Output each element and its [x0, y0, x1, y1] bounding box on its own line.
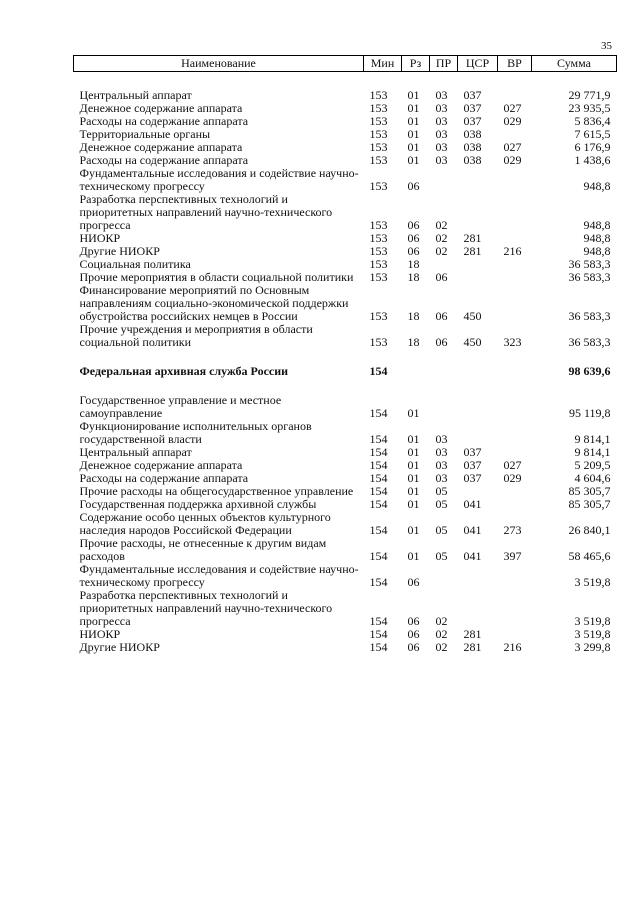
cell-csr: 037 — [463, 471, 482, 485]
cell-name: Прочие расходы, не отнесенные к другим видам расходов — [79, 536, 327, 563]
table-row — [74, 323, 617, 349]
cell-vr: 029 — [503, 153, 522, 167]
cell-vr — [498, 284, 532, 323]
cell-pr: 02 — [435, 231, 448, 245]
cell-vr — [498, 72, 532, 103]
cell-name: НИОКР — [79, 627, 121, 641]
table-row — [74, 420, 617, 446]
cell-sum: 29 771,9 — [568, 88, 611, 102]
cell-pr: 05 — [435, 523, 448, 537]
cell-name: Содержание особо ценных объектов культурного наследия народов Российской Федерации — [79, 510, 331, 537]
cell-sum: 3 519,8 — [574, 627, 611, 641]
cell-pr: 03 — [435, 153, 448, 167]
cell-name: Центральный аппарат — [79, 445, 192, 459]
cell-min: 154 — [369, 497, 388, 511]
table-row — [74, 72, 617, 103]
cell-vr — [498, 365, 532, 378]
cell-vr: 397 — [503, 549, 522, 563]
cell-rz: 18 — [407, 335, 420, 349]
spacer-row — [74, 378, 617, 394]
header-pr: ПР — [430, 56, 458, 72]
cell-name: Расходы на содержание аппарата — [79, 471, 249, 485]
cell-sum: 9 814,1 — [574, 445, 611, 459]
cell-pr: 03 — [435, 471, 448, 485]
cell-min: 154 — [369, 364, 388, 378]
cell-sum: 3 519,8 — [574, 575, 611, 589]
cell-pr — [430, 563, 458, 589]
cell-min: 153 — [369, 335, 388, 349]
cell-pr: 02 — [435, 614, 448, 628]
cell-vr — [498, 485, 532, 498]
header-min: Мин — [364, 56, 402, 72]
cell-rz: 01 — [407, 549, 420, 563]
cell-vr: 216 — [503, 640, 522, 654]
cell-csr: 038 — [463, 127, 482, 141]
cell-sum: 3 299,8 — [574, 640, 611, 654]
cell-rz: 01 — [407, 114, 420, 128]
header-rz: Рз — [402, 56, 430, 72]
table-row — [74, 167, 617, 193]
cell-pr — [430, 365, 458, 378]
cell-name: Федеральная архивная служба России — [79, 364, 289, 378]
cell-csr — [458, 420, 498, 446]
cell-name: Финансирование мероприятий по Основным направлениям социально-экономической поддержки обустройства российских немцев в России — [79, 283, 349, 323]
cell-sum: 3 519,8 — [574, 614, 611, 628]
cell-min: 154 — [369, 575, 388, 589]
table-row — [74, 537, 617, 563]
cell-rz: 18 — [407, 257, 420, 271]
cell-name: Разработка перспективных технологий и приоритетных направлений научно-технического прогресса — [79, 588, 333, 628]
cell-sum: 36 583,3 — [568, 309, 611, 323]
cell-min: 153 — [369, 140, 388, 154]
cell-rz: 01 — [407, 88, 420, 102]
cell-csr: 037 — [463, 101, 482, 115]
cell-pr: 05 — [435, 484, 448, 498]
cell-csr: 037 — [463, 88, 482, 102]
cell-csr — [458, 271, 498, 284]
cell-pr: 03 — [435, 88, 448, 102]
table-row — [74, 511, 617, 537]
cell-min: 153 — [369, 218, 388, 232]
cell-min: 153 — [369, 101, 388, 115]
cell-rz: 01 — [407, 445, 420, 459]
cell-rz: 06 — [407, 231, 420, 245]
cell-vr: 027 — [503, 140, 522, 154]
cell-vr: 029 — [503, 114, 522, 128]
cell-csr: 037 — [463, 445, 482, 459]
cell-csr: 037 — [463, 114, 482, 128]
cell-min: 153 — [369, 179, 388, 193]
cell-sum: 9 814,1 — [574, 432, 611, 446]
cell-sum: 948,8 — [583, 231, 611, 245]
cell-vr: 323 — [503, 335, 522, 349]
cell-min: 154 — [369, 614, 388, 628]
cell-csr: 041 — [463, 497, 482, 511]
cell-rz: 01 — [407, 127, 420, 141]
cell-name: Государственная поддержка архивной службы — [79, 497, 317, 511]
cell-vr: 029 — [503, 471, 522, 485]
cell-min: 154 — [369, 640, 388, 654]
cell-sum: 85 305,7 — [568, 484, 611, 498]
cell-vr — [498, 589, 532, 628]
cell-csr — [458, 167, 498, 193]
cell-min: 153 — [369, 88, 388, 102]
cell-name: Денежное содержание аппарата — [79, 101, 243, 115]
cell-rz: 01 — [407, 101, 420, 115]
cell-rz: 18 — [407, 270, 420, 284]
cell-min: 154 — [369, 458, 388, 472]
cell-rz: 06 — [407, 179, 420, 193]
cell-pr: 03 — [435, 127, 448, 141]
cell-min: 153 — [369, 231, 388, 245]
cell-name: Денежное содержание аппарата — [79, 458, 243, 472]
cell-name: Центральный аппарат — [79, 88, 192, 102]
cell-rz: 01 — [407, 484, 420, 498]
cell-pr: 03 — [435, 432, 448, 446]
cell-sum: 5 209,5 — [574, 458, 611, 472]
cell-pr: 02 — [435, 627, 448, 641]
cell-sum: 23 935,5 — [568, 101, 611, 115]
cell-csr — [458, 258, 498, 271]
cell-pr: 02 — [435, 640, 448, 654]
cell-rz — [402, 365, 430, 378]
cell-vr: 027 — [503, 101, 522, 115]
cell-sum: 26 840,1 — [568, 523, 611, 537]
cell-sum: 58 465,6 — [568, 549, 611, 563]
cell-pr: 06 — [435, 335, 448, 349]
cell-vr — [498, 193, 532, 232]
budget-table — [73, 55, 617, 654]
cell-vr — [498, 563, 532, 589]
page-number: 35 — [601, 40, 612, 52]
cell-min: 153 — [369, 309, 388, 323]
spacer-cell — [74, 349, 617, 365]
cell-pr: 05 — [435, 549, 448, 563]
cell-pr: 03 — [435, 445, 448, 459]
cell-csr: 281 — [463, 231, 482, 245]
cell-min: 154 — [369, 627, 388, 641]
header-name: Наименование — [74, 56, 364, 72]
cell-sum: 98 639,6 — [568, 364, 611, 378]
table-row — [74, 563, 617, 589]
cell-csr: 281 — [463, 244, 482, 258]
cell-sum: 4 604,6 — [574, 471, 611, 485]
header-csr: ЦСР — [458, 56, 498, 72]
spacer-row — [74, 349, 617, 365]
cell-name: Прочие расходы на общегосударственное управление — [79, 484, 354, 498]
cell-name: Расходы на содержание аппарата — [79, 114, 249, 128]
cell-vr — [498, 258, 532, 271]
cell-csr: 281 — [463, 640, 482, 654]
table-row — [74, 284, 617, 323]
cell-csr: 450 — [463, 309, 482, 323]
cell-sum: 7 615,5 — [574, 127, 611, 141]
cell-sum: 948,8 — [583, 244, 611, 258]
cell-vr — [498, 167, 532, 193]
cell-rz: 06 — [407, 575, 420, 589]
cell-pr — [430, 167, 458, 193]
cell-sum: 5 836,4 — [574, 114, 611, 128]
header-vr: ВР — [498, 56, 532, 72]
cell-csr — [458, 563, 498, 589]
cell-vr — [498, 420, 532, 446]
cell-rz: 06 — [407, 614, 420, 628]
cell-sum: 948,8 — [583, 179, 611, 193]
cell-pr: 06 — [435, 270, 448, 284]
table-header — [74, 56, 617, 72]
cell-csr: 038 — [463, 153, 482, 167]
cell-sum: 6 176,9 — [574, 140, 611, 154]
cell-rz: 18 — [407, 309, 420, 323]
cell-csr: 038 — [463, 140, 482, 154]
cell-pr: 03 — [435, 101, 448, 115]
cell-rz: 06 — [407, 244, 420, 258]
table-body — [74, 72, 617, 655]
cell-min: 154 — [369, 432, 388, 446]
cell-rz: 01 — [407, 523, 420, 537]
spacer-cell — [74, 378, 617, 394]
cell-name: Денежное содержание аппарата — [79, 140, 243, 154]
cell-pr — [430, 394, 458, 420]
table-row — [74, 589, 617, 628]
cell-rz: 01 — [407, 140, 420, 154]
table-row — [74, 394, 617, 420]
cell-rz: 01 — [407, 497, 420, 511]
cell-name: Социальная политика — [79, 257, 191, 271]
cell-min: 153 — [369, 153, 388, 167]
cell-rz: 06 — [407, 218, 420, 232]
cell-rz: 06 — [407, 640, 420, 654]
cell-name: Другие НИОКР — [79, 640, 160, 654]
cell-vr — [498, 271, 532, 284]
cell-min: 154 — [369, 471, 388, 485]
cell-min: 154 — [369, 523, 388, 537]
cell-name: Фундаментальные исследования и содействие научно-техническому прогрессу — [79, 562, 359, 589]
cell-min: 154 — [369, 406, 388, 420]
cell-csr: 450 — [463, 335, 482, 349]
cell-rz: 01 — [407, 471, 420, 485]
table-row — [74, 365, 617, 378]
cell-name: НИОКР — [79, 231, 121, 245]
cell-min: 153 — [369, 114, 388, 128]
cell-vr: 216 — [503, 244, 522, 258]
cell-rz: 01 — [407, 406, 420, 420]
cell-sum: 36 583,3 — [568, 335, 611, 349]
cell-pr: 02 — [435, 244, 448, 258]
cell-vr: 273 — [503, 523, 522, 537]
cell-name: Расходы на содержание аппарата — [79, 153, 249, 167]
cell-pr: 03 — [435, 140, 448, 154]
cell-rz: 06 — [407, 627, 420, 641]
cell-csr — [458, 193, 498, 232]
cell-name: Разработка перспективных технологий и приоритетных направлений научно-технического прогресса — [79, 192, 333, 232]
table-row — [74, 641, 617, 654]
cell-min: 154 — [369, 484, 388, 498]
cell-rz: 01 — [407, 432, 420, 446]
cell-pr: 03 — [435, 458, 448, 472]
cell-sum: 36 583,3 — [568, 270, 611, 284]
cell-min: 153 — [369, 244, 388, 258]
cell-vr — [498, 394, 532, 420]
cell-name: Территориальные органы — [79, 127, 211, 141]
cell-name: Прочие учреждения и мероприятия в области социальной политики — [79, 322, 313, 349]
cell-pr: 06 — [435, 309, 448, 323]
cell-name: Прочие мероприятия в области социальной политики — [79, 270, 354, 284]
cell-vr — [498, 498, 532, 511]
cell-csr — [458, 589, 498, 628]
cell-sum: 948,8 — [583, 218, 611, 232]
cell-csr — [458, 365, 498, 378]
cell-vr: 027 — [503, 458, 522, 472]
cell-csr: 281 — [463, 627, 482, 641]
cell-pr: 03 — [435, 114, 448, 128]
cell-pr: 02 — [435, 218, 448, 232]
cell-csr: 041 — [463, 549, 482, 563]
cell-rz: 01 — [407, 153, 420, 167]
cell-name: Функционирование исполнительных органов государственной власти — [79, 419, 312, 446]
cell-csr — [458, 394, 498, 420]
cell-csr: 037 — [463, 458, 482, 472]
cell-name: Фундаментальные исследования и содействие научно-техническому прогрессу — [79, 166, 359, 193]
cell-min: 154 — [369, 445, 388, 459]
header-sum: Сумма — [532, 56, 617, 72]
cell-csr: 041 — [463, 523, 482, 537]
cell-min: 153 — [369, 127, 388, 141]
cell-min: 153 — [369, 257, 388, 271]
cell-rz: 01 — [407, 458, 420, 472]
cell-name: Государственное управление и местное самоуправление — [79, 393, 282, 420]
cell-min: 154 — [369, 549, 388, 563]
cell-sum: 1 438,6 — [574, 153, 611, 167]
cell-sum: 95 119,8 — [568, 406, 611, 420]
cell-name: Другие НИОКР — [79, 244, 160, 258]
cell-sum: 36 583,3 — [568, 257, 611, 271]
cell-sum: 85 305,7 — [568, 497, 611, 511]
cell-pr: 05 — [435, 497, 448, 511]
table-row — [74, 193, 617, 232]
cell-min: 153 — [369, 270, 388, 284]
